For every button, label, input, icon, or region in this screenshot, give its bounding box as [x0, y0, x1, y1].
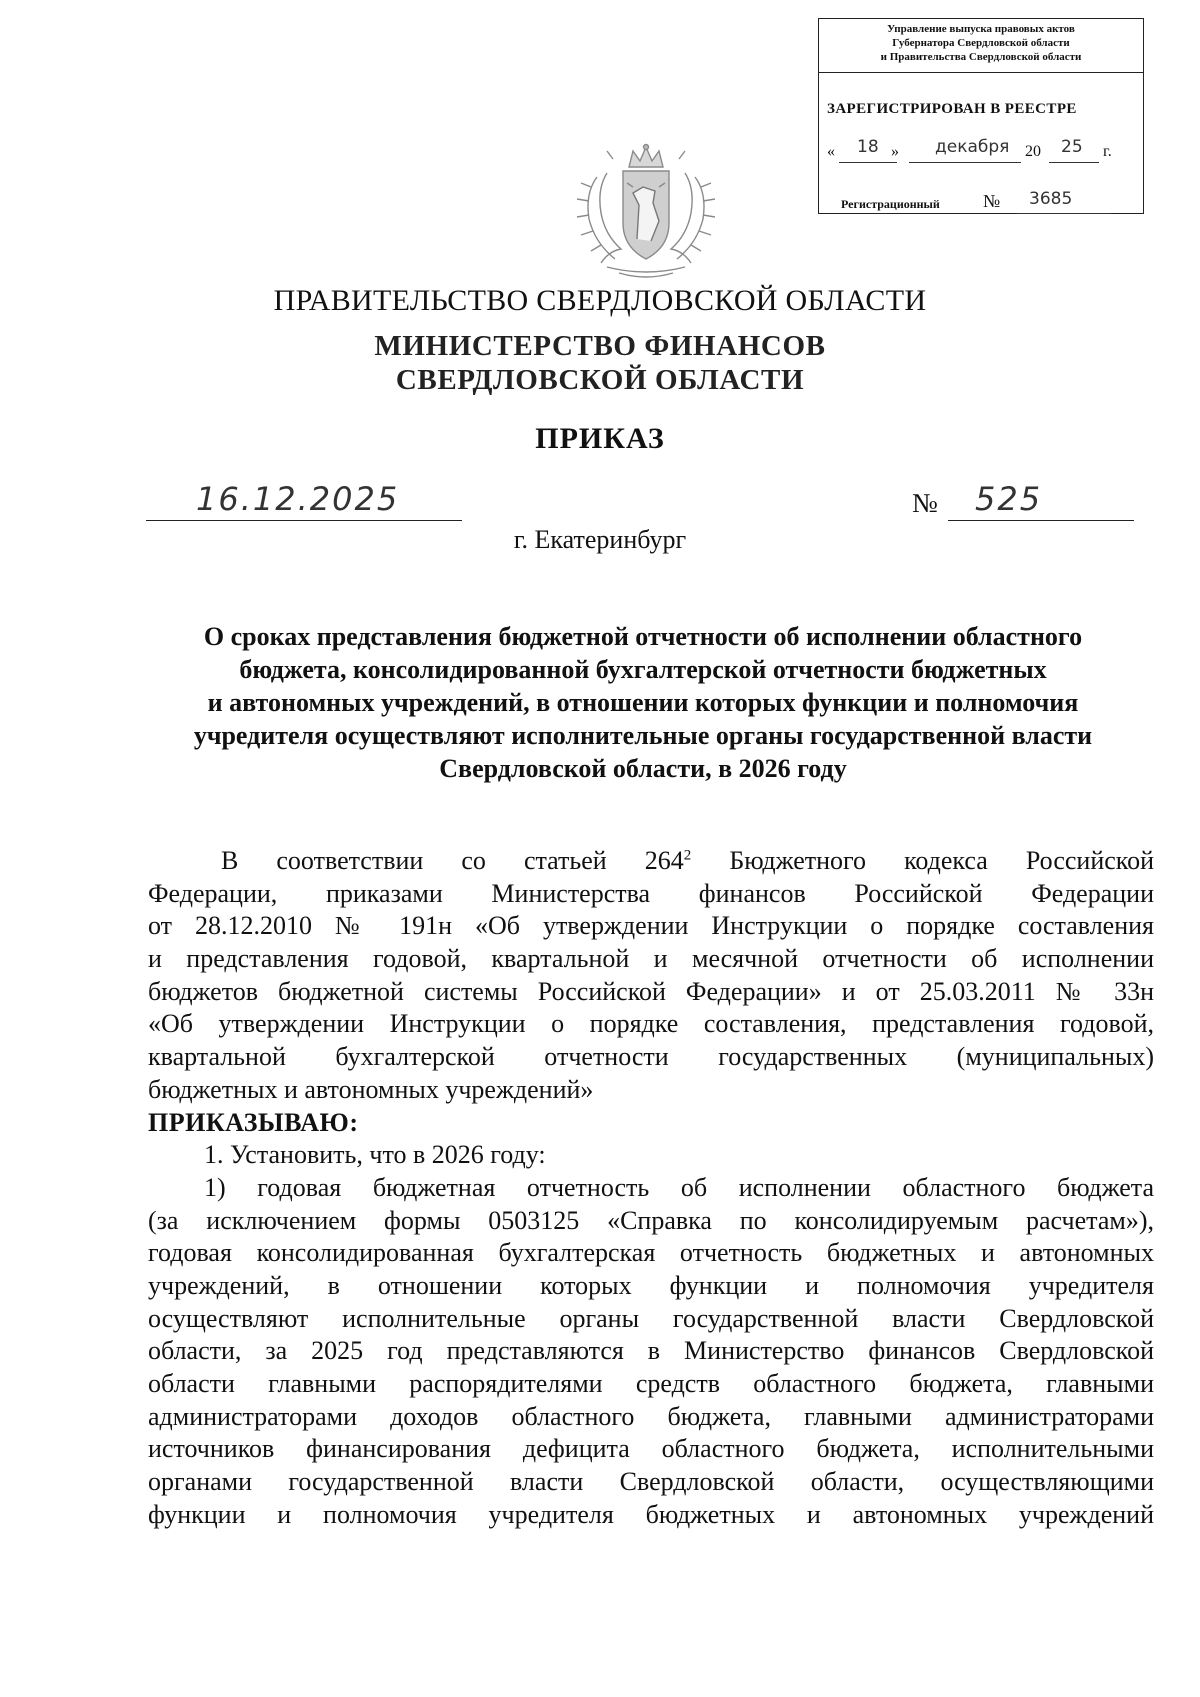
title-line: бюджета, консолидированной бухгалтерской отчетности бюджетных [239, 655, 1047, 684]
body-line: осуществляют исполнительные органы государственной власти Свердловской [148, 1303, 1154, 1333]
stamp-year-suffix: 25 [1061, 137, 1083, 157]
body-line: учреждений, в отношении которых функции и полномочия учредителя [148, 1270, 1154, 1300]
order-number: 525 [975, 480, 1043, 518]
stamp-date [827, 139, 1133, 165]
body-line: области главными распорядителями средств областного бюджета, главными [148, 1369, 1154, 1398]
body-text-fragment: Бюджетного кодекса Российской [691, 846, 1155, 875]
order-word: ПРИКАЗЫВАЮ: [148, 1107, 359, 1137]
superscript: 2 [683, 847, 692, 864]
stamp-month-underline [909, 161, 1021, 163]
body-line: бюджетов бюджетной системы Российской Федерации» и от 25.03.2011 № 33н [148, 976, 1154, 1006]
stamp-reg-number: 3685 [1029, 189, 1073, 209]
registration-stamp [818, 18, 1144, 214]
body-line: от 28.12.2010 № 191н «Об утверждении Инструкции о порядке составления [148, 911, 1154, 941]
body-line: «Об утверждении Инструкции о порядке составления, представления годовой, [148, 1009, 1154, 1039]
order-number-sign: № [912, 488, 938, 518]
stamp-org-line: Губернатора Свердловской области [892, 37, 1070, 49]
stamp-num-sign: № [983, 191, 1001, 211]
order-date: 16.12.2025 [196, 480, 400, 518]
stamp-number-underline [1017, 212, 1111, 214]
body-text-fragment: В соответствии со статьей 264 [221, 846, 684, 875]
title-line: Свердловской области, в 2026 году [439, 754, 847, 783]
title-line: О сроках представления бюджетной отчетности об исполнении областного [203, 622, 1083, 651]
body-line: Федерации, приказами Министерства финансов Российской Федерации [148, 878, 1154, 908]
government-header: ПРАВИТЕЛЬСТВО СВЕРДЛОВСКОЙ ОБЛАСТИ [273, 284, 927, 317]
document-body [148, 845, 1154, 1531]
body-line: и представления годовой, квартальной и месячной отчетности об исполнении [148, 944, 1154, 974]
document-type-heading: ПРИКАЗ [535, 422, 665, 455]
body-line: функции и полномочия учредителя бюджетных и автономных учреждений [148, 1499, 1154, 1529]
ministry-header-line2: СВЕРДЛОВСКОЙ ОБЛАСТИ [395, 364, 805, 396]
stamp-quote-open: « [827, 143, 835, 160]
ministry-header-line1: МИНИСТЕРСТВО ФИНАНСОВ [374, 330, 826, 362]
body-line: администраторами доходов областного бюджета, главными администраторами [148, 1401, 1154, 1431]
body-line: области, за 2025 год представляются в Министерство финансов Свердловской [148, 1336, 1154, 1366]
stamp-day: 18 [857, 137, 879, 157]
stamp-registered-label: ЗАРЕГИСТРИРОВАН В РЕЕСТРЕ [827, 101, 1077, 117]
stamp-org-line: и Правительства Свердловской области [880, 51, 1082, 63]
stamp-quote-close: » [891, 143, 899, 160]
number-underline [948, 520, 1134, 521]
body-line: органами государственной власти Свердловской области, осуществляющими [148, 1467, 1154, 1497]
document-title [148, 620, 1138, 785]
body-line: годовая консолидированная бухгалтерская отчетность бюджетных и автономных [148, 1238, 1154, 1268]
title-line: учредителя осуществляют исполнительные органы государственной власти [193, 721, 1093, 750]
stamp-year-prefix: 20 [1025, 143, 1041, 160]
subitem-1: 1) годовая бюджетная отчетность об исполнении областного бюджета [204, 1172, 1154, 1202]
coat-of-arms-icon [567, 143, 725, 281]
stamp-year-underline [1049, 161, 1099, 163]
stamp-registration-number [841, 191, 1131, 217]
city: г. Екатеринбург [513, 525, 687, 554]
stamp-reg-label: Регистрационный [841, 197, 940, 211]
stamp-month: декабря [935, 137, 1010, 157]
body-line: бюджетных и автономных учреждений» [148, 1074, 594, 1104]
body-line [148, 845, 1154, 878]
body-line: квартальной бухгалтерской отчетности государственных (муниципальных) [148, 1042, 1154, 1072]
date-underline [146, 520, 462, 521]
stamp-day-underline [839, 161, 897, 163]
stamp-org-line: Управление выпуска правовых актов [887, 23, 1075, 35]
title-line: и автономных учреждений, в отношении которых функции и полномочия [207, 688, 1079, 717]
stamp-organization [819, 19, 1143, 73]
stamp-year-abbr: г. [1103, 143, 1112, 160]
item-1: 1. Установить, что в 2026 году: [204, 1140, 546, 1170]
body-line: источников финансирования дефицита областного бюджета, исполнительными [148, 1434, 1154, 1464]
body-line: (за исключением формы 0503125 «Справка по консолидируемым расчетам»), [148, 1205, 1154, 1235]
